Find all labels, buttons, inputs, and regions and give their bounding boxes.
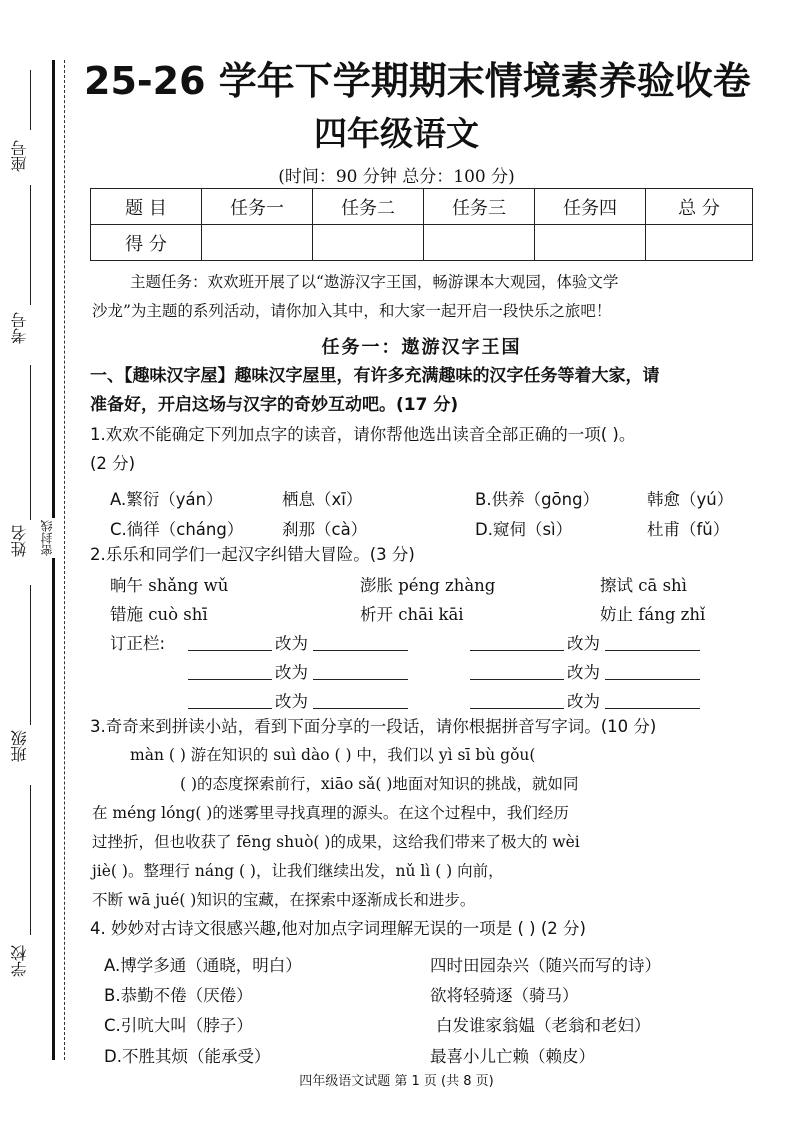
q2-fix-blank[interactable]: [470, 679, 564, 680]
score-cell[interactable]: [202, 225, 313, 261]
q2-fix-blank[interactable]: [605, 679, 700, 680]
q1-stem: 1.欢欢不能确定下列加点字的读音，请你帮他选出读音全部正确的一项( )。: [90, 425, 636, 444]
q4-option-d-right: 最喜小儿亡赖（赖皮）: [430, 1047, 595, 1066]
q2-fix-blank[interactable]: [313, 708, 408, 709]
time-info: (时间：90 分钟 总分：100 分): [278, 167, 515, 187]
q1-option-a2: 栖息（xī）: [282, 490, 363, 509]
score-header-cell: 任务四: [535, 189, 646, 225]
score-row-label: 得 分: [91, 225, 202, 261]
seal-line-label: 密封线: [40, 520, 54, 556]
q4-option-c-right: 白发谁家翁媪（老翁和老妇）: [436, 1016, 651, 1035]
class-field-line: [30, 785, 31, 935]
name-field-line: [30, 585, 31, 725]
q3-line: 在 méng lóng( )的迷雾里寻找真理的源头。在这个过程中，我们经历: [92, 804, 569, 822]
score-header-cell: 任务一: [202, 189, 313, 225]
score-table: [90, 188, 753, 261]
score-header-cell: 题 目: [91, 189, 202, 225]
q2-fix-blank[interactable]: [605, 650, 700, 651]
section1-line-2: 准备好，开启这场与汉字的奇妙互动吧。(17 分): [90, 395, 459, 415]
q2-fix-blank[interactable]: [470, 650, 564, 651]
q2-fix-blank[interactable]: [605, 708, 700, 709]
school-label: 学校: [10, 945, 29, 977]
q2-word: 晌午 shǎng wǔ: [110, 576, 229, 595]
q2-fix-blank[interactable]: [313, 650, 408, 651]
exam-no-label: 考号: [10, 312, 29, 344]
q4-option-b-left: B.恭勤不倦（厌倦）: [104, 986, 253, 1005]
q3-line: ( )的态度探索前行，xiāo sǎ( )地面对知识的挑战，就如同: [180, 775, 579, 793]
binding-solid-line: [52, 60, 55, 1060]
score-header-cell: 总 分: [646, 189, 753, 225]
page-footer: 四年级语文试题 第 1 页 (共 8 页): [299, 1074, 494, 1089]
score-cell[interactable]: [646, 225, 753, 261]
q1-option-c2: 刹那（cà）: [282, 520, 368, 539]
q2-fix-blank[interactable]: [188, 679, 272, 680]
q2-word: 妨止 fáng zhǐ: [600, 605, 706, 624]
q1-option-b2: 韩愈（yú）: [647, 490, 734, 509]
q2-word: 擦试 cā shì: [600, 576, 687, 595]
q2-word: 析开 chāi kāi: [360, 605, 464, 624]
q4-option-c-left: C.引吭大叫（脖子）: [104, 1016, 253, 1035]
q4-option-b-right: 欲将轻骑逐（骑马）: [430, 986, 579, 1005]
score-table-header-row: [91, 189, 753, 225]
q2-fix-blank[interactable]: [188, 708, 272, 709]
intro-line-1: 主题任务：欢欢班开展了以“遨游汉字王国，畅游课本大观园，体验文学: [130, 273, 619, 291]
q1-option-a1: A.繁衍（yán）: [110, 490, 223, 509]
q2-fix-blank[interactable]: [470, 708, 564, 709]
seat-field-line: [30, 185, 31, 305]
q4-option-d-left: D.不胜其烦（能承受）: [104, 1047, 271, 1066]
score-header-cell: 任务三: [424, 189, 535, 225]
q1-option-c1: C.徜徉（cháng）: [110, 520, 244, 539]
exam-no-field-line: [30, 365, 31, 520]
q4-stem: 4. 妙妙对古诗文很感兴趣,他对加点字词理解无误的一项是 ( ) (2 分): [90, 919, 586, 938]
q3-stem: 3.奇奇来到拼读小站，看到下面分享的一段话，请你根据拼音写字词。(10 分): [90, 717, 657, 736]
score-header-cell: 任务二: [313, 189, 424, 225]
class-label: 班级: [10, 730, 29, 762]
score-table-score-row: [91, 225, 753, 261]
name-label: 姓名: [10, 525, 29, 557]
score-cell[interactable]: [424, 225, 535, 261]
q1-option-b1: B.供养（gōng）: [475, 490, 600, 509]
q2-change-label: 改为: [567, 692, 600, 711]
intro-line-2: 沙龙”为主题的系列活动，请你加入其中，和大家一起开启一段快乐之旅吧！: [92, 302, 612, 320]
q1-points: (2 分): [90, 454, 136, 473]
q1-option-d2: 杜甫（fǔ）: [647, 520, 730, 539]
q2-fix-blank[interactable]: [188, 650, 272, 651]
q2-change-label: 改为: [567, 663, 600, 682]
score-cell[interactable]: [313, 225, 424, 261]
q2-stem: 2.乐乐和同学们一起汉字纠错大冒险。(3 分): [90, 545, 415, 564]
q3-line: jiè( )。整理行 náng ( )，让我们继续出发，nǔ lì ( ) 向前，: [92, 862, 504, 880]
q2-fix-blank[interactable]: [313, 679, 408, 680]
q2-change-label: 改为: [567, 634, 600, 653]
q2-word: 错施 cuò shī: [110, 605, 208, 624]
page-title: 25-26 学年下学期期末情境素养验收卷: [84, 59, 751, 103]
q2-fix-label: 订正栏:: [110, 634, 166, 653]
q2-change-label: 改为: [275, 634, 308, 653]
task1-title: 任务一：遨游汉字王国: [321, 337, 522, 358]
binding-dashed-line: [64, 60, 65, 1060]
q1-option-d1: D.窥伺（sì）: [475, 520, 573, 539]
q3-line: màn ( ) 游在知识的 suì dào ( ) 中，我们以 yì sī bù gǒu(: [130, 746, 536, 764]
score-cell[interactable]: [535, 225, 646, 261]
q2-change-label: 改为: [275, 663, 308, 682]
q4-option-a-left: A.博学多通（通晓，明白）: [104, 956, 302, 975]
section1-line-1: 一、【趣味汉字屋】趣味汉字屋里，有许多充满趣味的汉字任务等着大家，请: [90, 366, 660, 386]
q3-line: 不断 wā jué( )知识的宝藏，在探索中逐渐成长和进步。: [92, 891, 476, 909]
q2-change-label: 改为: [275, 692, 308, 711]
q2-word: 澎胀 péng zhàng: [360, 576, 496, 595]
q4-option-a-right: 四时田园杂兴（随兴而写的诗）: [430, 956, 661, 975]
q3-line: 过挫折，但也收获了 fēng shuò( )的成果，这给我们带来了极大的 wèi: [92, 833, 580, 851]
seat-label: 座号: [10, 140, 29, 172]
page-subtitle: 四年级语文: [314, 114, 479, 153]
